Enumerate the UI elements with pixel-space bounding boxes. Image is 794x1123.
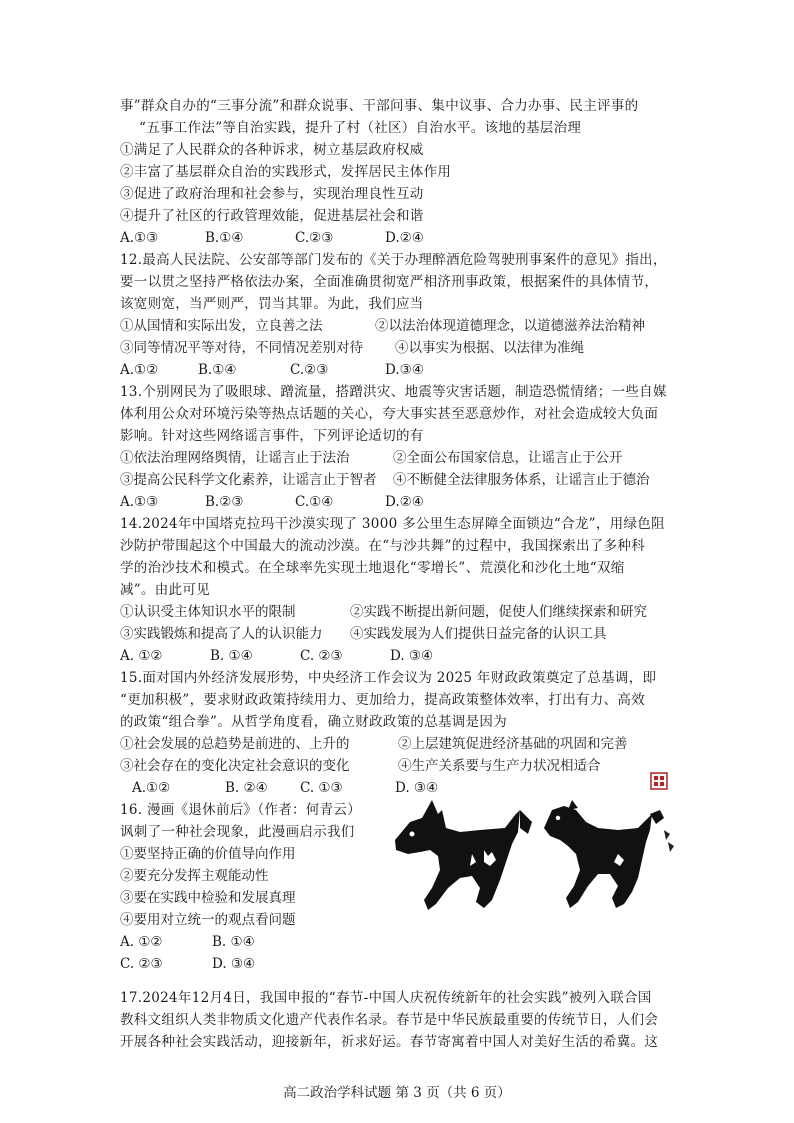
q12-option-b[interactable]: B.①④ [198,362,237,378]
q13-option-d[interactable]: D.②④ [385,494,424,510]
q15-stem-line-3: 的政策“组合拳”。从哲学角度看，确立财政政策的总基调是因为 [120,714,508,730]
q11-stem-line-2: “五事工作法”等自治实践，提升了村（社区）自治水平。该地的基层治理 [139,120,582,136]
q17-stem-line-1: 17.2024年12月4日，我国申报的“春节-中国人庆祝传统新年的社会实践”被列入联合国 [120,990,652,1006]
q12-stem-line-1: 12.最高人民法院、公安部等部门发布的《关于办理醉酒危险驾驶刑事案件的意见》指出， [120,252,667,268]
q15-item-1: ①社会发展的总趋势是前进的、上升的 [120,736,350,752]
q15-option-d[interactable]: D. ③④ [395,780,439,796]
q12-option-d[interactable]: D.③④ [385,362,424,378]
left-horse-figure [395,800,532,910]
page-footer: 高二政治学科试题 第 3 页（共 6 页） [283,1085,511,1101]
q16-option-b[interactable]: B. ①④ [212,934,255,950]
q15-option-c[interactable]: C. ①③ [300,780,343,796]
q13-item-4: ④不断健全法律服务体系，让谣言止于德治 [393,472,650,488]
q16-stem-line-2: 讽刺了一种社会现象，此漫画启示我们 [120,824,355,840]
q13-option-b[interactable]: B.②③ [205,494,244,510]
q14-stem-line-2: 沙防护带围起这个中国最大的流动沙漠。在“与沙共舞”的过程中，我国探索出了多种科 [120,538,646,554]
q16-option-d[interactable]: D. ③④ [212,956,256,972]
q15-option-b[interactable]: B. ②④ [225,780,268,796]
q12-stem-line-2: 要一以贯之坚持严格依法办案，全面准确贯彻宽严相济刑事政策，根据案件的具体情节， [120,274,659,290]
q14-item-4: ④实践发展为人们提供日益完备的认识工具 [350,626,607,642]
q11-option-b[interactable]: B.①④ [205,230,244,246]
q11-item-1: ①满足了人民群众的各种诉求，树立基层政府权威 [120,142,424,158]
q11-item-2: ②丰富了基层群众自治的实践形式，发挥居民主体作用 [120,164,452,180]
q13-stem-line-1: 13.个别网民为了吸眼球、蹭流量，搭蹭洪灾、地震等灾害话题，制造恐慌情绪；一些自媒 [120,384,667,400]
q13-item-2: ②全面公布国家信息，让谣言止于公开 [393,450,623,466]
q15-item-3: ③社会存在的变化决定社会意识的变化 [120,758,350,774]
q15-item-2: ②上层建筑促进经济基础的巩固和完善 [398,736,628,752]
q15-option-a[interactable]: A.①② [132,780,171,796]
q11-option-a[interactable]: A.①③ [120,230,159,246]
q15-item-4: ④生产关系要与生产力状况相适合 [398,758,601,774]
q11-item-3: ③促进了政府治理和社会参与，实现治理良性互动 [120,186,424,202]
q11-option-c[interactable]: C.②③ [295,230,334,246]
q13-item-1: ①依法治理网络舆情，让谣言止于法治 [120,450,350,466]
q14-item-3: ③实践锻炼和提高了人的认识能力 [120,626,323,642]
right-horse-figure [544,800,674,908]
q12-item-1: ①从国情和实际出发，立良善之法 [120,318,323,334]
q14-stem-line-4: 减”。由此可见 [120,582,211,598]
q11-item-4: ④提升了社区的行政管理效能，促进基层社会和谐 [120,208,424,224]
q16-item-3: ③要在实践中检验和发展真理 [120,890,296,906]
q13-option-a[interactable]: A.①③ [120,494,159,510]
seal-stamp-image [650,772,668,790]
q16-item-4: ④要用对立统一的观点看问题 [120,912,296,928]
q13-option-c[interactable]: C.①④ [295,494,334,510]
q14-option-c[interactable]: C. ②③ [300,648,343,664]
q16-item-2: ②要充分发挥主观能动性 [120,868,269,884]
q14-item-2: ②实践不断提出新问题，促使人们继续探索和研究 [350,604,647,620]
q12-stem-line-3: 该宽则宽，当严则严，罚当其罪。为此，我们应当 [120,296,424,312]
q14-option-a[interactable]: A. ①② [120,648,163,664]
q12-option-c[interactable]: C.②③ [290,362,329,378]
q17-stem-line-3: 开展各种社会实践活动，迎接新年，祈求好运。春节寄寓着中国人对美好生活的希冀。这 [120,1034,659,1050]
q14-stem-line-1: 14.2024年中国塔克拉玛干沙漠实现了 3000 多公里生态屏障全面锁边“合龙”，用绿色阻 [120,516,665,532]
q11-option-d[interactable]: D.②④ [385,230,424,246]
q15-stem-line-1: 15.面对国内外经济发展形势，中央经济工作会议为 2025 年财政政策奠定了总基调，即 [120,670,657,686]
q12-option-a[interactable]: A.①② [120,362,159,378]
q14-item-1: ①认识受主体知识水平的限制 [120,604,296,620]
q14-option-d[interactable]: D. ③④ [390,648,434,664]
q13-stem-line-2: 体利用公众对环境污染等热点话题的关心，夸大事实甚至恶意炒作，对社会造成较大负面 [120,406,659,422]
q15-stem-line-2: “更加积极”，要求财政政策持续用力、更加给力，提高政策整体效率，打出有力、高效 [120,692,646,708]
q11-stem-line-1: 事”群众自办的“三事分流”和群众说事、干部问事、集中议事、合力办事、民主评事的 [120,98,639,114]
q12-item-4: ④以事实为根据、以法律为准绳 [395,340,584,356]
cartoon-horses-image [380,770,680,930]
q16-item-1: ①要坚持正确的价值导向作用 [120,846,296,862]
q17-stem-line-2: 教科文组织人类非物质文化遗产代表作名录。春节是中华民族最重要的传统节日，人们会 [120,1012,659,1028]
q16-option-a[interactable]: A. ①② [120,934,163,950]
q14-stem-line-3: 学的治沙技术和模式。在全球率先实现土地退化“零增长”、荒漠化和沙化土地“双缩 [120,560,625,576]
q13-item-3: ③提高公民科学文化素养，让谣言止于智者 [120,472,377,488]
q14-option-b[interactable]: B. ①④ [210,648,253,664]
q16-option-c[interactable]: C. ②③ [120,956,163,972]
q12-item-2: ②以法治体现道德理念，以道德滋养法治精神 [375,318,645,334]
q16-stem-line-1: 16. 漫画《退休前后》（作者：何青云） [120,802,362,818]
q12-item-3: ③同等情况平等对待，不同情况差别对待 [120,340,363,356]
q13-stem-line-3: 影响。针对这些网络谣言事件，下列评论适切的有 [120,428,424,444]
